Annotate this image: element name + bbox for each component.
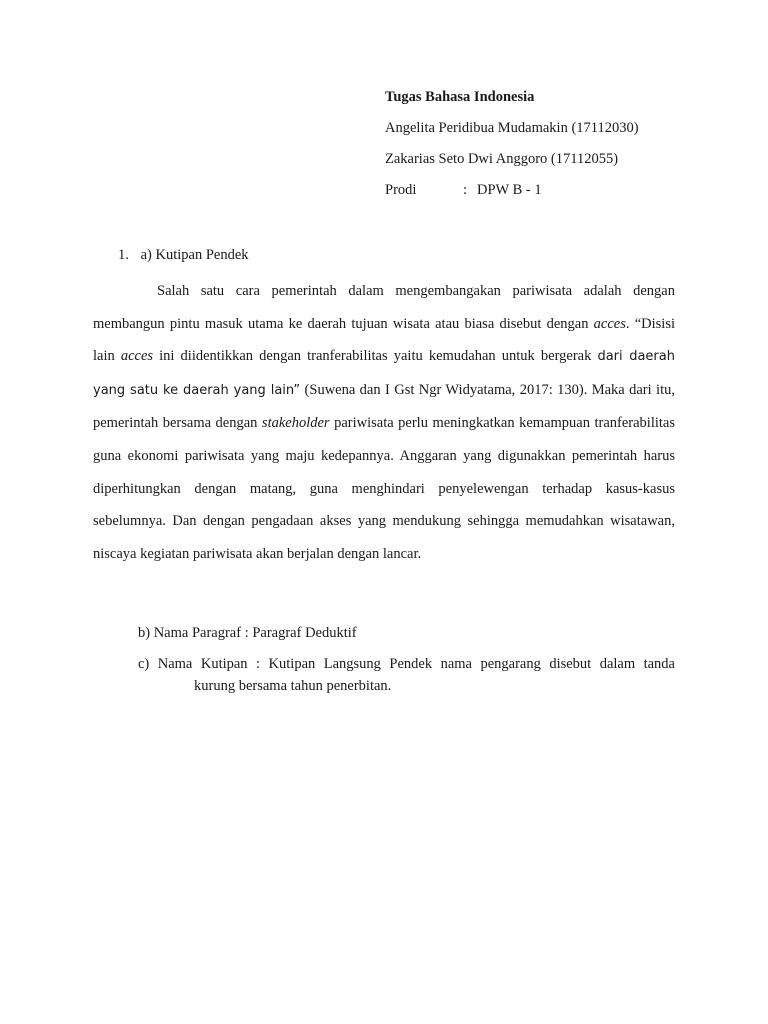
paragraph-italic-acces-1: acces	[593, 315, 626, 332]
section-heading-text: a) Kutipan Pendek	[140, 247, 249, 263]
paragraph-quote-end: dari daerah yang satu ke daerah yang lain”	[93, 349, 675, 398]
paragraph-text-4: (Suwena dan I Gst Ngr Widyatama, 2017: 130). Maka dari itu, pemerintah bersama dengan	[93, 381, 675, 432]
paragraph-name-line: b) Nama Paragraf : Paragraf Deduktif	[138, 625, 357, 641]
quotation-name-block	[138, 653, 675, 697]
prodi-value: DPW B - 1	[477, 182, 542, 198]
paragraph-text-2: . “Disisi lain	[93, 315, 675, 365]
section-heading	[118, 244, 249, 266]
author-name-1: Angelita Peridibua Mudamakin (17112030)	[385, 120, 639, 136]
prodi-label: Prodi	[385, 182, 417, 198]
quotation-name-line-1: c) Nama Kutipan : Kutipan Langsung Pendek nama pengarang disebut dalam tanda	[138, 656, 675, 672]
quotation-name-line-2: kurung bersama tahun penerbitan.	[194, 678, 392, 694]
paragraph-text-3: ini diidentikkan dengan tranferabilitas yaitu kemudahan untuk bergerak	[153, 348, 598, 365]
author-name-2: Zakarias Seto Dwi Anggoro (17112055)	[385, 151, 619, 167]
prodi-line	[385, 179, 725, 210]
section-number: 1.	[118, 247, 129, 263]
paragraph-text-1: Salah satu cara pemerintah dalam mengembangakan pariwisata adalah dengan membangun pintu masuk utama ke daerah tujuan wisata atau biasa disebut dengan	[93, 283, 675, 332]
paragraph-italic-stakeholder: stakeholder	[261, 415, 330, 432]
quotation-paragraph	[93, 275, 675, 570]
document-header	[385, 86, 725, 210]
paragraph-text-5: pariwisata perlu meningkatkan kemampuan tranferabilitas guna ekonomi pariwisata yang maju kedepannya. Anggaran yang digunakkan pemerintah harus diperhitungkan dengan matang, guna menghindari penyelewengan terhadap kasus-kasus sebelumnya. Dan dengan pengadaan akses yang mendukung sehingga memudahkan wisatawan, niscaya kegiatan pariwisata akan berjalan dengan lancar.	[93, 415, 675, 562]
assignment-title: Tugas Bahasa Indonesia	[385, 89, 535, 105]
paragraph-italic-acces-2: acces	[120, 348, 154, 365]
prodi-separator: :	[463, 182, 468, 198]
